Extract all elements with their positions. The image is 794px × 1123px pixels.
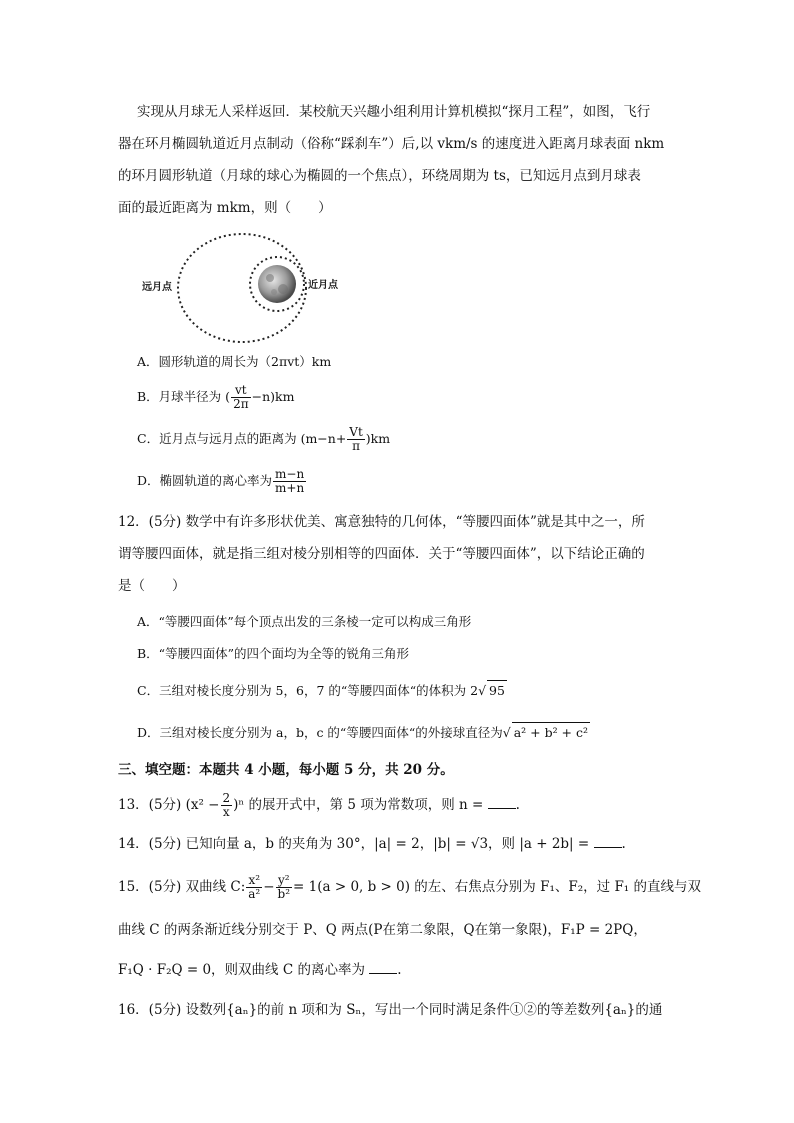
q12-option-a: A．“等腰四面体”每个顶点出发的三条棱一定可以构成三角形: [137, 614, 472, 629]
q12-line-1: 12．(5分) 数学中有许多形状优美、寓意独特的几何体，“等腰四面体”就是其中之一，所: [118, 514, 645, 530]
q15-line-3: F₁Q · F₂Q = 0，则双曲线 C 的离心率为 .: [118, 962, 402, 978]
q16-line-1: 16．(5分) 设数列{aₙ}的前 n 项和为 Sₙ，写出一个同时满足条件①②的等差数列{aₙ}的通: [118, 1002, 663, 1018]
q11-line-3: 的环月圆形轨道（月球的球心为椭圆的一个焦点），环绕周期为 ts，已知远月点到月球表: [118, 168, 641, 184]
q15-line-1: 15．(5分) 双曲线 C: $\frac{\text{x²}}{\text{a²}}$ − $\frac{\text{y²}}{\text{b²}}$ = 1(a > 0, b > 0) 的左、右焦点分别为 F₁、F₂，过 F₁ 的直线与双: [118, 873, 702, 901]
moon-icon: [258, 265, 296, 303]
q12-option-d: D．三组对棱长度分别为 a，b，c 的“等腰四面体“的外接球直径为√ a² + b² + c²: [137, 722, 590, 743]
q11-option-a: A．圆形轨道的周长为（2πvt）km: [137, 354, 332, 369]
q15-answer-blank: [369, 961, 397, 974]
orbit-figure: [140, 228, 350, 348]
q11-option-c: C．近月点与远月点的距离为 (m−n+ $\frac{Vt}{\pi}$ )km: [137, 425, 391, 453]
q15-line-2: 曲线 C 的两条渐近线分别交于 P、Q 两点(P在第二象限，Q在第一象限)，F₁P = 2PQ，: [118, 922, 647, 938]
far-point-label: 远月点: [142, 282, 172, 293]
q12-option-b: B．“等腰四面体”的四个面均为全等的锐角三角形: [137, 646, 409, 661]
q14: 14．(5分) 已知向量 a，b 的夹角为 30°，|a| = 2，|b| = √3，则 |a + 2b| = .: [118, 836, 626, 852]
q12-line-2: 谓等腰四面体，就是指三组对棱分别相等的四面体．关于“等腰四面体”，以下结论正确的: [118, 546, 645, 562]
q11-line-2: 器在环月椭圆轨道近月点制动（俗称“踩刹车”）后,以 vkm/s 的速度进入距离月球表面 nkm: [118, 136, 665, 152]
q12-option-c: C．三组对棱长度分别为 5，6，7 的“等腰四面体“的体积为 2√ 95: [137, 680, 507, 701]
q12-line-3: 是（ ）: [118, 578, 186, 594]
q11-option-b: B．月球半径为 ( $\frac{vt}{2\pi}$ −n)km: [137, 383, 295, 411]
q14-answer-blank: [594, 835, 622, 848]
q13-answer-blank: [488, 796, 516, 809]
section-3-heading: 三、填空题：本题共 4 小题，每小题 5 分，共 20 分。: [118, 762, 454, 778]
q11-line-1: 实现从月球无人采样返回．某校航天兴趣小组利用计算机模拟“探月工程”，如图，飞行: [137, 104, 651, 120]
q13: 13．(5分) (x² − $\frac{2}{x}$ )ⁿ 的展开式中，第 5 项为常数项，则 n = .: [118, 791, 520, 819]
q11-option-d: D．椭圆轨道的离心率为 $\frac{m-n}{m+n}$: [137, 467, 305, 495]
near-point-label: 近月点: [308, 280, 338, 291]
q11-line-4: 面的最近距离为 mkm，则（ ）: [118, 200, 332, 216]
